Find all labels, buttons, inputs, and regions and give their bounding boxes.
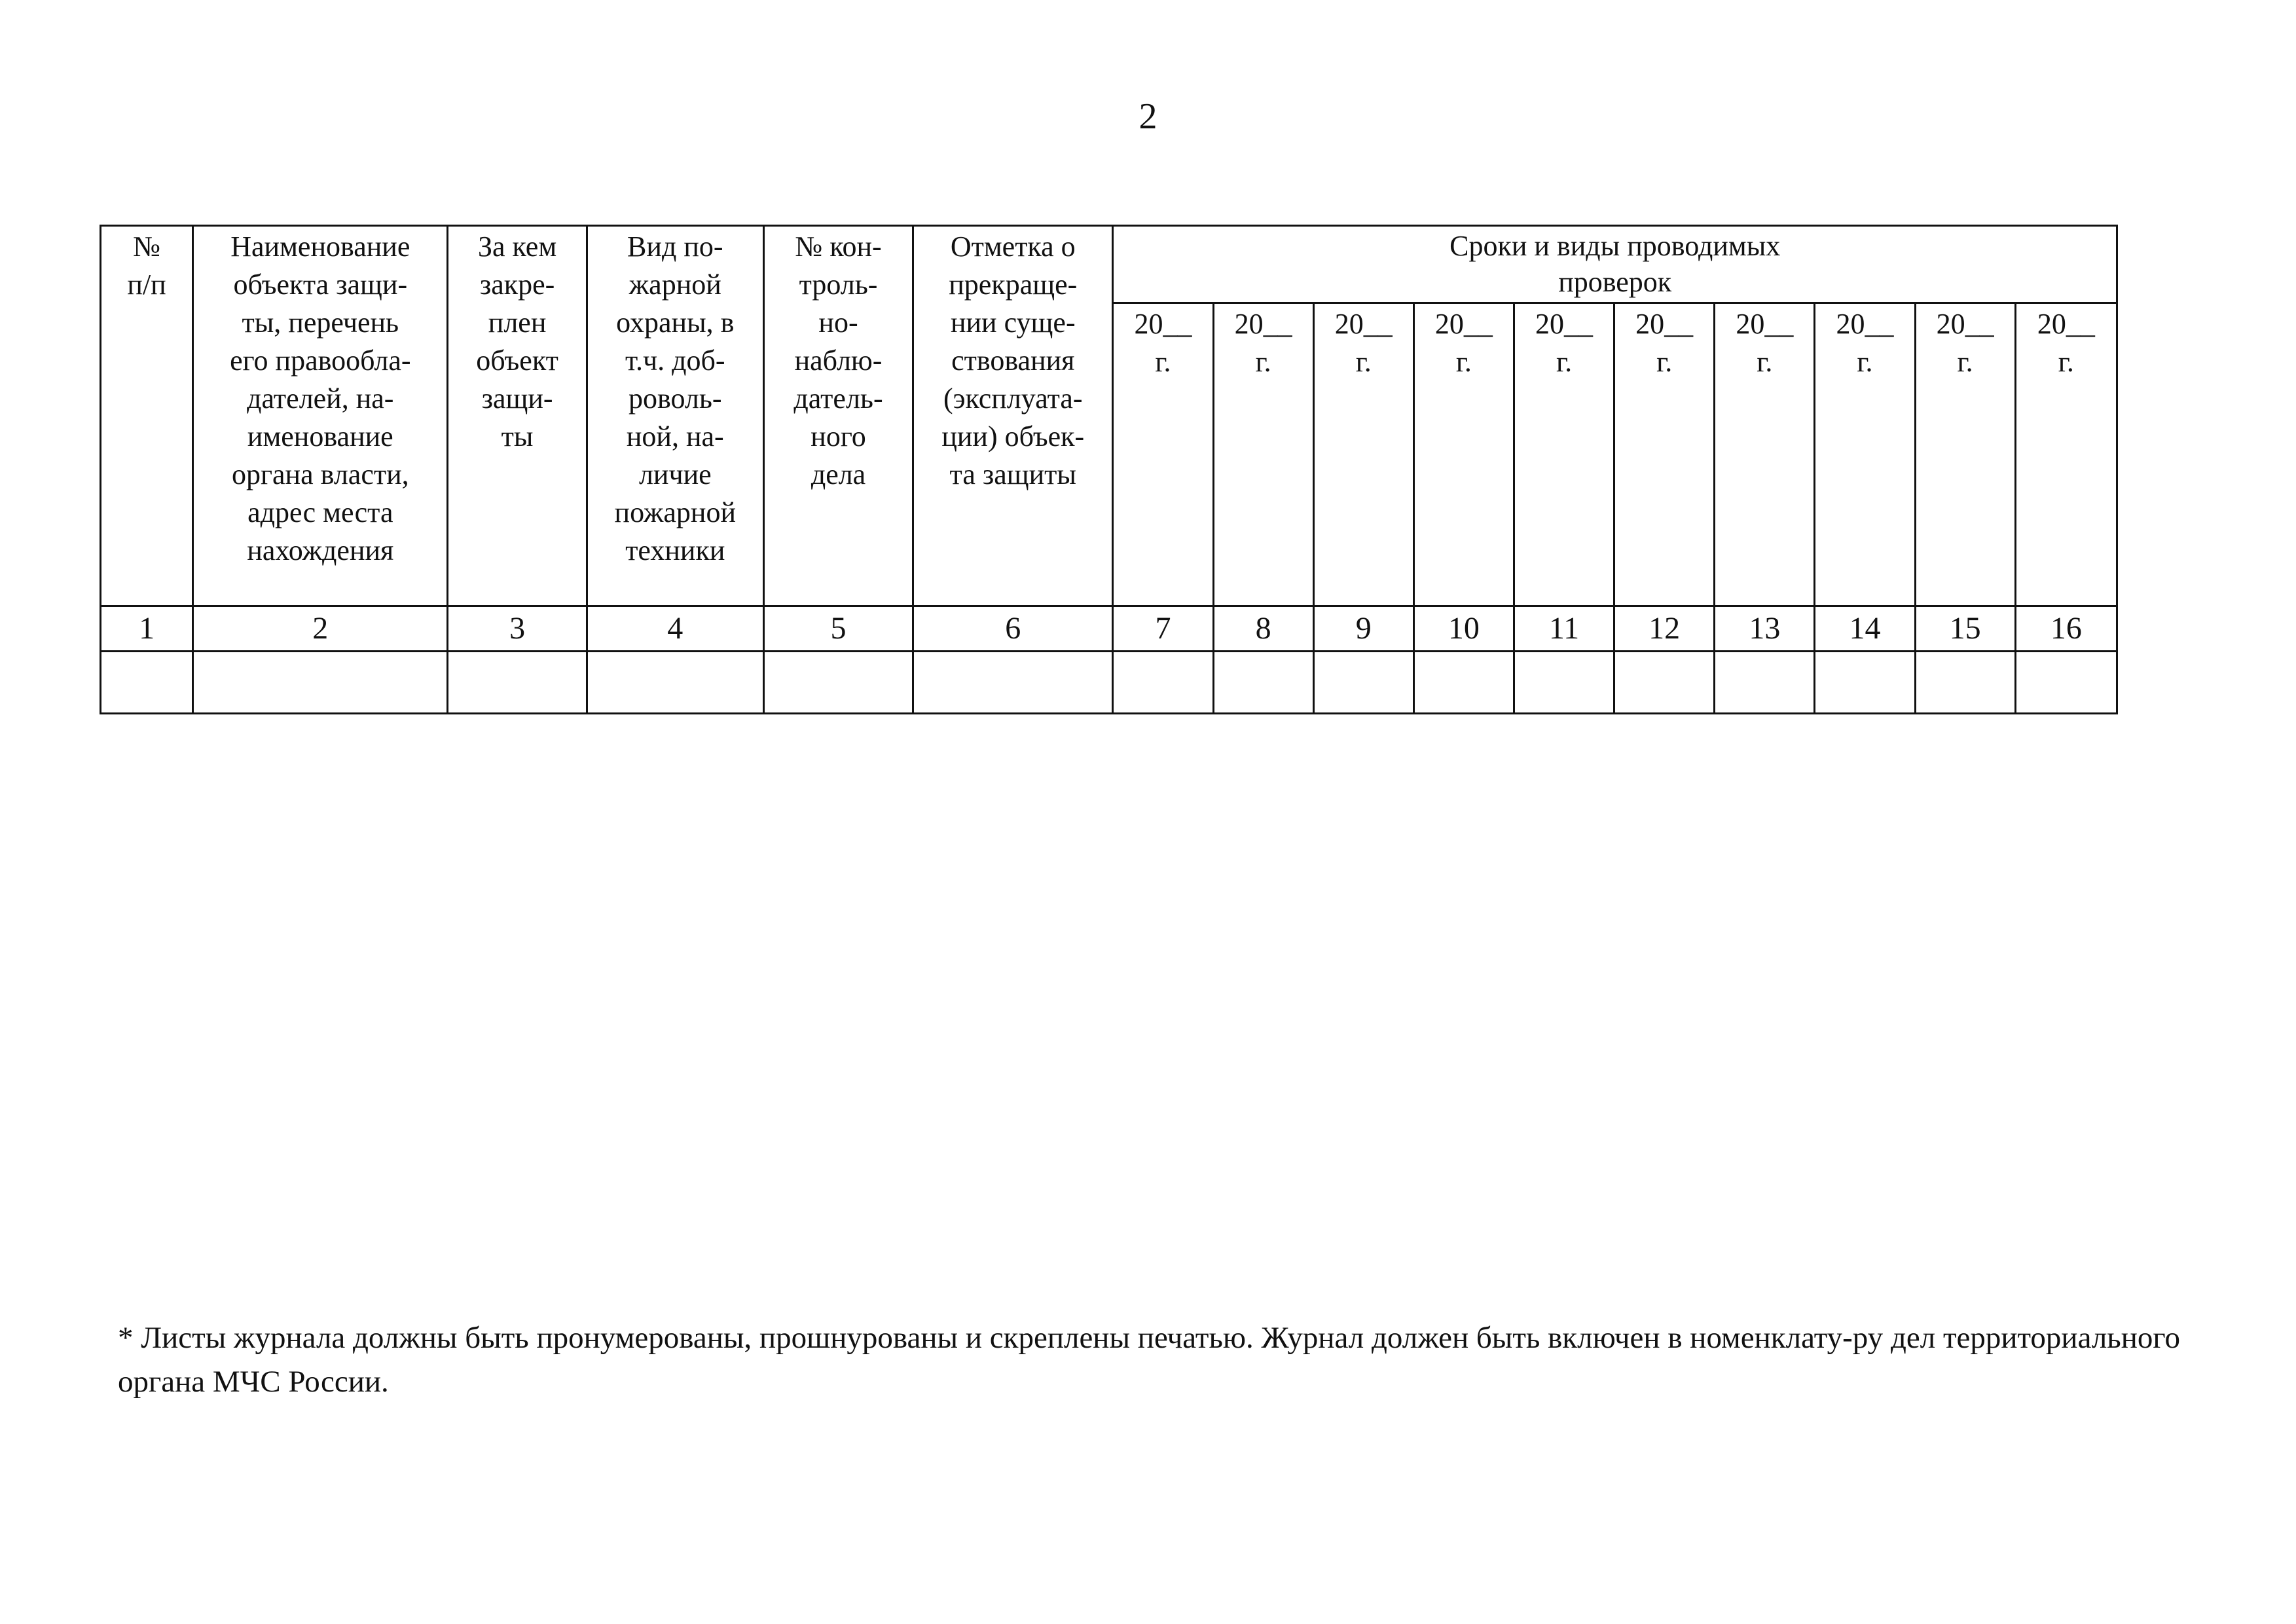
header-col-3: За кем закре- плен объект защи- ты: [448, 226, 587, 606]
year-header-16: 20__ г.: [2015, 303, 2117, 606]
table-row: [101, 652, 2117, 714]
header-col-2: Наименование объекта защи- ты, перечень его правообла- дателей, на- именование органа власти, адрес места нахождения: [193, 226, 448, 606]
year-header-13: 20__ г.: [1715, 303, 1815, 606]
header-col-5: № кон- троль- но- наблю- датель- ного дела: [763, 226, 913, 606]
empty-cell: [1413, 652, 1514, 714]
year-header-12: 20__ г.: [1614, 303, 1715, 606]
empty-cell: [1113, 652, 1213, 714]
page-number: 2: [1139, 96, 1157, 137]
column-number: 6: [913, 606, 1113, 652]
journal-table: [100, 225, 2118, 714]
column-number: 16: [2015, 606, 2117, 652]
year-header-8: 20__ г.: [1213, 303, 1313, 606]
header-col-6: Отметка о прекраще- нии суще- ствования (эксплуата- ции) объек- та защиты: [913, 226, 1113, 606]
empty-cell: [1715, 652, 1815, 714]
header-row-1: [101, 226, 2117, 303]
year-header-9: 20__ г.: [1313, 303, 1413, 606]
empty-cell: [1614, 652, 1715, 714]
empty-cell: [2015, 652, 2117, 714]
inspections-group-header: Сроки и виды проводимых проверок: [1113, 226, 2117, 303]
column-number: 2: [193, 606, 448, 652]
empty-cell: [1213, 652, 1313, 714]
column-number: 5: [763, 606, 913, 652]
empty-cell: [101, 652, 193, 714]
empty-cell: [587, 652, 763, 714]
column-number: 13: [1715, 606, 1815, 652]
empty-cell: [913, 652, 1113, 714]
empty-cell: [1915, 652, 2015, 714]
column-number-row: [101, 606, 2117, 652]
column-number: 7: [1113, 606, 1213, 652]
empty-cell: [193, 652, 448, 714]
column-number: 10: [1413, 606, 1514, 652]
column-number: 11: [1514, 606, 1614, 652]
column-number: 15: [1915, 606, 2015, 652]
column-number: 9: [1313, 606, 1413, 652]
empty-cell: [1313, 652, 1413, 714]
empty-cell: [448, 652, 587, 714]
header-col-1: № п/п: [101, 226, 193, 606]
empty-cell: [1514, 652, 1614, 714]
empty-cell: [1815, 652, 1915, 714]
year-header-11: 20__ г.: [1514, 303, 1614, 606]
year-header-14: 20__ г.: [1815, 303, 1915, 606]
column-number: 3: [448, 606, 587, 652]
column-number: 14: [1815, 606, 1915, 652]
column-number: 12: [1614, 606, 1715, 652]
year-header-10: 20__ г.: [1413, 303, 1514, 606]
header-col-4: Вид по- жарной охраны, в т.ч. доб- роволь- ной, на- личие пожарной техники: [587, 226, 763, 606]
column-number: 4: [587, 606, 763, 652]
footnote: * Листы журнала должны быть пронумерованы, прошнурованы и скреплены печатью. Журнал должен быть включен в номенклату-ру дел территориального органа МЧС России.: [118, 1321, 2180, 1399]
empty-cell: [763, 652, 913, 714]
column-number: 8: [1213, 606, 1313, 652]
year-header-15: 20__ г.: [1915, 303, 2015, 606]
column-number: 1: [101, 606, 193, 652]
year-header-7: 20__ г.: [1113, 303, 1213, 606]
